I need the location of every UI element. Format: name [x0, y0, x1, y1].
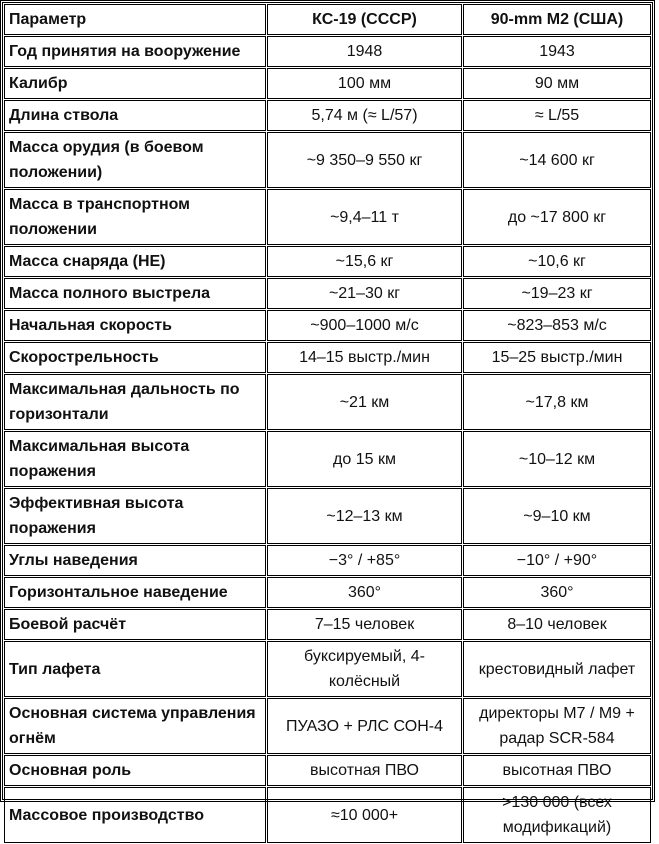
- table-row: [4, 374, 651, 430]
- ks19-value-cell: ПУАЗО + РЛС СОН-4: [267, 698, 462, 754]
- parameter-cell: Максимальная высота поражения: [4, 431, 266, 487]
- ks19-value-cell: 14–15 выстр./мин: [267, 342, 462, 373]
- ks19-value-cell: ~900–1000 м/с: [267, 310, 462, 341]
- m2-value-cell: директоры M7 / M9 + радар SCR-584: [463, 698, 651, 754]
- m2-value-cell: ~14 600 кг: [463, 132, 651, 188]
- m2-value-cell: ~19–23 кг: [463, 278, 651, 309]
- ks19-value-cell: 1948: [267, 36, 462, 67]
- ks19-value-cell: ~21–30 кг: [267, 278, 462, 309]
- table-row: [4, 609, 651, 640]
- table-row: [4, 100, 651, 131]
- m2-value-cell: ~10,6 кг: [463, 246, 651, 277]
- table-row: [4, 36, 651, 67]
- parameter-cell: Максимальная дальность по горизонтали: [4, 374, 266, 430]
- parameter-cell: Углы наведения: [4, 545, 266, 576]
- table-row: [4, 310, 651, 341]
- ks19-value-cell: 7–15 человек: [267, 609, 462, 640]
- parameter-cell: Массовое производство: [4, 787, 266, 843]
- ks19-value-cell: 5,74 м (≈ L/57): [267, 100, 462, 131]
- m2-value-cell: 15–25 выстр./мин: [463, 342, 651, 373]
- table-row: [4, 755, 651, 786]
- ks19-value-cell: ≈10 000+: [267, 787, 462, 843]
- table-row: [4, 132, 651, 188]
- ks19-value-cell: 100 мм: [267, 68, 462, 99]
- parameter-cell: Боевой расчёт: [4, 609, 266, 640]
- parameter-cell: Тип лафета: [4, 641, 266, 697]
- m2-value-cell: >130 000 (всех модификаций): [463, 787, 651, 843]
- table-row: [4, 577, 651, 608]
- table-row: [4, 545, 651, 576]
- ks19-value-cell: буксируемый, 4-колёсный: [267, 641, 462, 697]
- table-row: [4, 68, 651, 99]
- header-parameter: Параметр: [4, 4, 266, 35]
- table-row: [4, 698, 651, 754]
- comparison-table: [3, 3, 652, 844]
- table-row: [4, 342, 651, 373]
- parameter-cell: Масса полного выстрела: [4, 278, 266, 309]
- table-row: [4, 431, 651, 487]
- ks19-value-cell: ~9,4–11 т: [267, 189, 462, 245]
- m2-value-cell: ~823–853 м/с: [463, 310, 651, 341]
- table-row: [4, 278, 651, 309]
- ks19-value-cell: 360°: [267, 577, 462, 608]
- parameter-cell: Масса орудия (в боевом положении): [4, 132, 266, 188]
- ks19-value-cell: ~9 350–9 550 кг: [267, 132, 462, 188]
- ks19-value-cell: ~15,6 кг: [267, 246, 462, 277]
- parameter-cell: Длина ствола: [4, 100, 266, 131]
- ks19-value-cell: −3° / +85°: [267, 545, 462, 576]
- m2-value-cell: крестовидный лафет: [463, 641, 651, 697]
- m2-value-cell: 1943: [463, 36, 651, 67]
- parameter-cell: Основная система управления огнём: [4, 698, 266, 754]
- m2-value-cell: высотная ПВО: [463, 755, 651, 786]
- table-row: [4, 488, 651, 544]
- ks19-value-cell: высотная ПВО: [267, 755, 462, 786]
- table-row: [4, 246, 651, 277]
- parameter-cell: Горизонтальное наведение: [4, 577, 266, 608]
- parameter-cell: Эффективная высота поражения: [4, 488, 266, 544]
- m2-value-cell: 360°: [463, 577, 651, 608]
- parameter-cell: Калибр: [4, 68, 266, 99]
- m2-value-cell: 8–10 человек: [463, 609, 651, 640]
- ks19-value-cell: ~12–13 км: [267, 488, 462, 544]
- m2-value-cell: −10° / +90°: [463, 545, 651, 576]
- parameter-cell: Масса снаряда (HE): [4, 246, 266, 277]
- header-ks19: КС-19 (СССР): [267, 4, 462, 35]
- m2-value-cell: до ~17 800 кг: [463, 189, 651, 245]
- m2-value-cell: ≈ L/55: [463, 100, 651, 131]
- header-m2: 90-mm M2 (США): [463, 4, 651, 35]
- parameter-cell: Начальная скорость: [4, 310, 266, 341]
- m2-value-cell: ~10–12 км: [463, 431, 651, 487]
- table-row: [4, 189, 651, 245]
- table-row: [4, 641, 651, 697]
- m2-value-cell: ~9–10 км: [463, 488, 651, 544]
- parameter-cell: Масса в транспортном положении: [4, 189, 266, 245]
- m2-value-cell: ~17,8 км: [463, 374, 651, 430]
- m2-value-cell: 90 мм: [463, 68, 651, 99]
- parameter-cell: Год принятия на вооружение: [4, 36, 266, 67]
- ks19-value-cell: ~21 км: [267, 374, 462, 430]
- ks19-value-cell: до 15 км: [267, 431, 462, 487]
- parameter-cell: Скорострельность: [4, 342, 266, 373]
- table-row: [4, 787, 651, 843]
- parameter-cell: Основная роль: [4, 755, 266, 786]
- header-row: [4, 4, 651, 35]
